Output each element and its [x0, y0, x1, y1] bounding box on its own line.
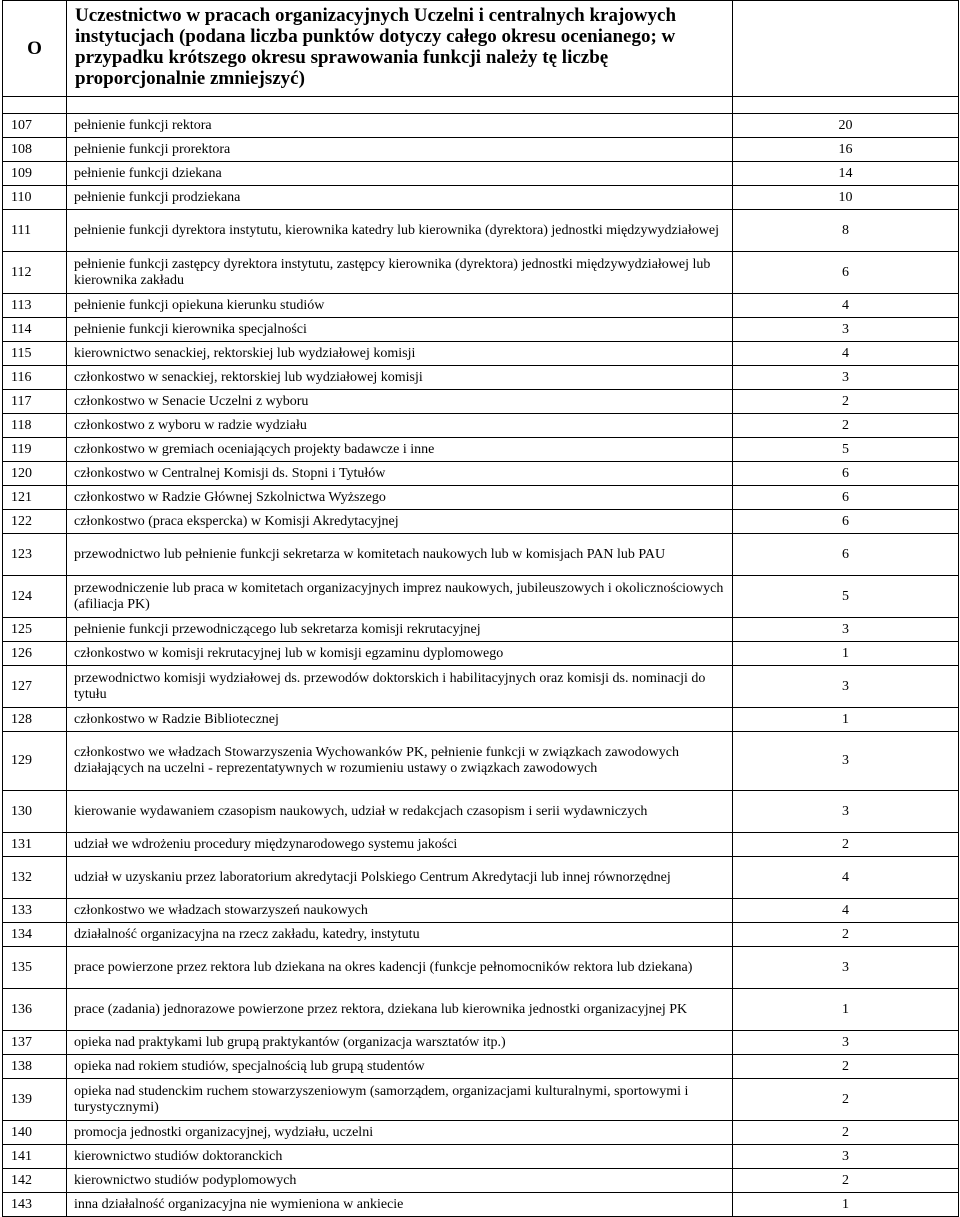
item-points: 4: [733, 342, 959, 366]
item-description: przewodnictwo lub pełnienie funkcji sekretarza w komitetach naukowych lub w komisjach PAN lub PAU: [67, 534, 733, 576]
item-description: udział w uzyskaniu przez laboratorium akredytacji Polskiego Centrum Akredytacji lub innej równorzędnej: [67, 857, 733, 899]
item-number: 130: [3, 791, 67, 833]
item-description: pełnienie funkcji opiekuna kierunku studiów: [67, 294, 733, 318]
item-points: 1: [733, 642, 959, 666]
item-description: przewodnictwo komisji wydziałowej ds. przewodów doktorskich i habilitacyjnych oraz komisji ds. nominacji do tytułu: [67, 666, 733, 708]
item-description: członkostwo we władzach Stowarzyszenia Wychowanków PK, pełnienie funkcji w związkach zawodowych działających na uczelni - reprezentatywnych w rozumieniu ustawy o związkach zawodowych: [67, 732, 733, 791]
item-number: 131: [3, 833, 67, 857]
table-row: [3, 708, 959, 732]
item-points: 6: [733, 534, 959, 576]
table-row: [3, 510, 959, 534]
item-number: 133: [3, 899, 67, 923]
section-code: O: [3, 1, 67, 97]
item-number: 135: [3, 947, 67, 989]
table-row: [3, 342, 959, 366]
header-row: [3, 1, 959, 97]
item-points: 3: [733, 1145, 959, 1169]
table-row: [3, 1193, 959, 1217]
table-row: [3, 486, 959, 510]
item-description: przewodniczenie lub praca w komitetach organizacyjnych imprez naukowych, jubileuszowych i okolicznościowych (afiliacja PK): [67, 576, 733, 618]
item-number: 127: [3, 666, 67, 708]
item-number: 119: [3, 438, 67, 462]
item-points: 6: [733, 486, 959, 510]
item-number: 124: [3, 576, 67, 618]
item-points: 4: [733, 857, 959, 899]
item-description: działalność organizacyjna na rzecz zakładu, katedry, instytutu: [67, 923, 733, 947]
item-points: 2: [733, 1121, 959, 1145]
spacer-row: [3, 97, 959, 114]
item-points: 10: [733, 186, 959, 210]
item-description: pełnienie funkcji prodziekana: [67, 186, 733, 210]
item-number: 142: [3, 1169, 67, 1193]
table-row: [3, 414, 959, 438]
item-description: członkostwo w senackiej, rektorskiej lub wydziałowej komisji: [67, 366, 733, 390]
item-description: pełnienie funkcji zastępcy dyrektora instytutu, zastępcy kierownika (dyrektora) jednostki międzywydziałowej lub kierownika zakładu: [67, 252, 733, 294]
item-description: członkostwo (praca ekspercka) w Komisji Akredytacyjnej: [67, 510, 733, 534]
item-number: 123: [3, 534, 67, 576]
table-row: [3, 666, 959, 708]
item-points: 20: [733, 114, 959, 138]
item-points: 14: [733, 162, 959, 186]
table-row: [3, 210, 959, 252]
item-points: 2: [733, 833, 959, 857]
item-number: 128: [3, 708, 67, 732]
item-number: 129: [3, 732, 67, 791]
table-row: [3, 186, 959, 210]
header-empty-cell: [733, 1, 959, 97]
item-number: 132: [3, 857, 67, 899]
item-points: 3: [733, 1031, 959, 1055]
item-description: członkostwo w Radzie Bibliotecznej: [67, 708, 733, 732]
item-description: członkostwo w Centralnej Komisji ds. Stopni i Tytułów: [67, 462, 733, 486]
item-number: 141: [3, 1145, 67, 1169]
item-description: kierowanie wydawaniem czasopism naukowych, udział w redakcjach czasopism i serii wydawniczych: [67, 791, 733, 833]
item-number: 120: [3, 462, 67, 486]
table-row: [3, 1169, 959, 1193]
item-points: 4: [733, 294, 959, 318]
item-points: 5: [733, 576, 959, 618]
item-description: kierownictwo studiów podyplomowych: [67, 1169, 733, 1193]
table-row: [3, 138, 959, 162]
item-description: kierownictwo studiów doktoranckich: [67, 1145, 733, 1169]
table-row: [3, 114, 959, 138]
item-number: 107: [3, 114, 67, 138]
item-points: 2: [733, 1079, 959, 1121]
item-description: pełnienie funkcji dyrektora instytutu, kierownika katedry lub kierownika (dyrektora) jednostki międzywydziałowej: [67, 210, 733, 252]
item-points: 1: [733, 1193, 959, 1217]
table-row: [3, 534, 959, 576]
item-points: 16: [733, 138, 959, 162]
item-points: 5: [733, 438, 959, 462]
item-description: członkostwo we władzach stowarzyszeń naukowych: [67, 899, 733, 923]
item-number: 118: [3, 414, 67, 438]
table-row: [3, 318, 959, 342]
item-number: 112: [3, 252, 67, 294]
table-row: [3, 923, 959, 947]
item-description: pełnienie funkcji rektora: [67, 114, 733, 138]
item-number: 138: [3, 1055, 67, 1079]
item-description: promocja jednostki organizacyjnej, wydziału, uczelni: [67, 1121, 733, 1145]
table-row: [3, 791, 959, 833]
table-row: [3, 1055, 959, 1079]
item-description: członkostwo w komisji rekrutacyjnej lub w komisji egzaminu dyplomowego: [67, 642, 733, 666]
item-number: 136: [3, 989, 67, 1031]
item-description: opieka nad studenckim ruchem stowarzyszeniowym (samorządem, organizacjami kulturalnymi, sportowymi i turystycznymi): [67, 1079, 733, 1121]
item-number: 125: [3, 618, 67, 642]
table-row: [3, 390, 959, 414]
item-points: 1: [733, 989, 959, 1031]
item-description: inna działalność organizacyjna nie wymieniona w ankiecie: [67, 1193, 733, 1217]
item-points: 3: [733, 618, 959, 642]
item-points: 2: [733, 1169, 959, 1193]
item-number: 137: [3, 1031, 67, 1055]
item-points: 1: [733, 708, 959, 732]
item-number: 114: [3, 318, 67, 342]
item-description: pełnienie funkcji dziekana: [67, 162, 733, 186]
table-row: [3, 989, 959, 1031]
table-row: [3, 462, 959, 486]
item-number: 134: [3, 923, 67, 947]
table-row: [3, 1145, 959, 1169]
item-description: członkostwo w Radzie Głównej Szkolnictwa Wyższego: [67, 486, 733, 510]
item-description: prace powierzone przez rektora lub dziekana na okres kadencji (funkcje pełnomocników rektora lub dziekana): [67, 947, 733, 989]
item-description: członkostwo w Senacie Uczelni z wyboru: [67, 390, 733, 414]
item-description: członkostwo w gremiach oceniających projekty badawcze i inne: [67, 438, 733, 462]
item-points: 6: [733, 510, 959, 534]
table-row: [3, 833, 959, 857]
item-points: 4: [733, 899, 959, 923]
table-row: [3, 1031, 959, 1055]
item-points: 8: [733, 210, 959, 252]
table-row: [3, 438, 959, 462]
item-description: udział we wdrożeniu procedury międzynarodowego systemu jakości: [67, 833, 733, 857]
item-points: 3: [733, 947, 959, 989]
item-number: 126: [3, 642, 67, 666]
item-points: 3: [733, 791, 959, 833]
item-description: pełnienie funkcji kierownika specjalności: [67, 318, 733, 342]
table-row: [3, 618, 959, 642]
item-description: opieka nad rokiem studiów, specjalnością lub grupą studentów: [67, 1055, 733, 1079]
item-number: 111: [3, 210, 67, 252]
item-points: 2: [733, 414, 959, 438]
item-points: 2: [733, 923, 959, 947]
item-points: 3: [733, 666, 959, 708]
item-description: pełnienie funkcji przewodniczącego lub sekretarza komisji rekrutacyjnej: [67, 618, 733, 642]
section-title: Uczestnictwo w pracach organizacyjnych Uczelni i centralnych krajowych instytucjach (podana liczba punktów dotyczy całego okresu ocenianego; w przypadku krótszego okresu sprawowania funkcji należy tę liczbę proporcjonalnie zmniejszyć): [67, 1, 733, 97]
item-points: 2: [733, 1055, 959, 1079]
table-row: [3, 162, 959, 186]
item-points: 6: [733, 462, 959, 486]
item-number: 139: [3, 1079, 67, 1121]
item-description: pełnienie funkcji prorektora: [67, 138, 733, 162]
table-row: [3, 366, 959, 390]
table-row: [3, 732, 959, 791]
item-number: 117: [3, 390, 67, 414]
item-points: 2: [733, 390, 959, 414]
table-row: [3, 1121, 959, 1145]
item-points: 3: [733, 366, 959, 390]
item-number: 140: [3, 1121, 67, 1145]
item-number: 115: [3, 342, 67, 366]
table-row: [3, 1079, 959, 1121]
item-description: kierownictwo senackiej, rektorskiej lub wydziałowej komisji: [67, 342, 733, 366]
table-row: [3, 899, 959, 923]
table-row: [3, 576, 959, 618]
item-number: 113: [3, 294, 67, 318]
table-row: [3, 252, 959, 294]
activity-points-table: [2, 0, 959, 1217]
item-points: 3: [733, 318, 959, 342]
item-points: 6: [733, 252, 959, 294]
item-number: 109: [3, 162, 67, 186]
table-row: [3, 947, 959, 989]
table-row: [3, 642, 959, 666]
item-description: członkostwo z wyboru w radzie wydziału: [67, 414, 733, 438]
item-description: opieka nad praktykami lub grupą praktykantów (organizacja warsztatów itp.): [67, 1031, 733, 1055]
item-number: 122: [3, 510, 67, 534]
item-number: 143: [3, 1193, 67, 1217]
item-number: 121: [3, 486, 67, 510]
table-row: [3, 294, 959, 318]
item-number: 110: [3, 186, 67, 210]
item-number: 108: [3, 138, 67, 162]
table-row: [3, 857, 959, 899]
item-number: 116: [3, 366, 67, 390]
item-description: prace (zadania) jednorazowe powierzone przez rektora, dziekana lub kierownika jednostki organizacyjnej PK: [67, 989, 733, 1031]
item-points: 3: [733, 732, 959, 791]
